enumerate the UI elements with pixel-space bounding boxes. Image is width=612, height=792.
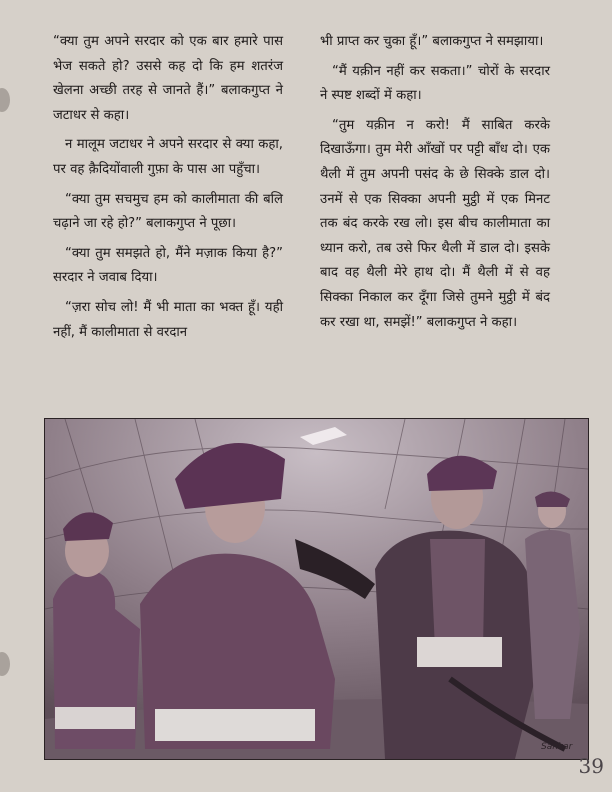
- text-column-left: [53, 30, 283, 350]
- paragraph: “क्या तुम सचमुच हम को कालीमाता की बलि चढ़ाने जा रहे हो?” बलाकगुप्त ने पूछा।: [53, 191, 283, 232]
- paragraph: “क्या तुम अपने सरदार को एक बार हमारे पास भेज सकते हो? उससे कह दो कि हम शतरंज खेलना अच्छी तरह से जानते हैं।” बलाकगुप्त ने जटाधर से कहा।: [53, 34, 283, 123]
- page-number: 39: [578, 754, 604, 778]
- paragraph: “मैं यक़ीन नहीं कर सकता।” चोरों के सरदार ने स्पष्ट शब्दों में कहा।: [320, 63, 550, 104]
- paragraph: भी प्राप्त कर चुका हूँ।” बलाकगुप्त ने समझाया।: [320, 34, 544, 49]
- illustration-drawing: [45, 419, 588, 759]
- paragraph: “क्या तुम समझते हो, मैंने मज़ाक किया है?” सरदार ने जवाब दिया।: [53, 245, 283, 286]
- paragraph: “ज़रा सोच लो! मैं भी माता का भक्त हूँ। यही नहीं, मैं कालीमाता से वरदान: [53, 299, 283, 340]
- artist-signature: Sankar: [541, 742, 573, 752]
- paragraph: “तुम यक़ीन न करो! मैं साबित करके दिखाऊँगा। तुम मेरी आँखों पर पट्टी बाँध दो। एक थैली में तुम अपनी पसंद के छे सिक्के डाल दो। उनमें से एक सिक्का अपनी मुट्ठी में एक मिनट तक बंद करके रख लो। इस बीच कालीमाता का ध्यान करो, तब उसे फिर थैली में डाल दो। इसके बाद वह थैली मेरे हाथ दो। मैं थैली में से वह सिक्का निकाल कर दूँगा जिसे तुमने मुट्ठी में बंद कर रखा था, समझें!” बलाकगुप्त ने कहा।: [320, 117, 550, 330]
- story-illustration: [44, 418, 589, 760]
- text-column-right: [320, 30, 550, 340]
- binding-hole: [0, 652, 10, 676]
- binding-hole: [0, 88, 10, 112]
- paragraph: न मालूम जटाधर ने अपने सरदार से क्या कहा, पर वह क़ैदियोंवाली गुफ़ा के पास आ पहुँचा।: [53, 137, 283, 177]
